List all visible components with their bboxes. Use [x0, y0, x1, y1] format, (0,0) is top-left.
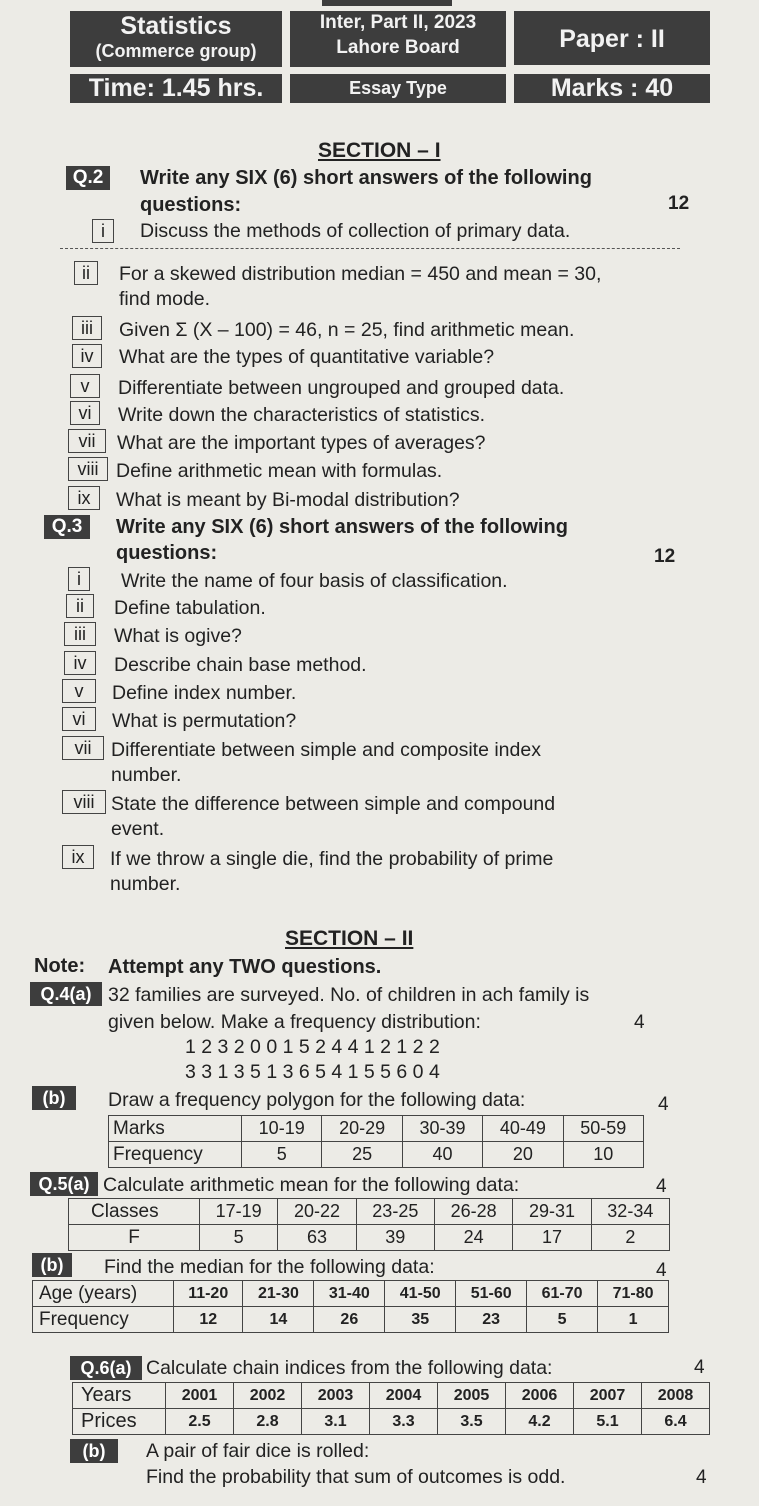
q4b-text: Draw a frequency polygon for the following data:: [108, 1089, 526, 1111]
table-cell: 26-28: [434, 1199, 512, 1225]
table-cell: 23: [456, 1307, 527, 1333]
q4a-data-row-1: 1 2 3 2 0 0 1 5 2 4 4 1 2 1 2 2: [185, 1036, 440, 1058]
q2-item-number: iv: [72, 344, 102, 368]
table-cell: 51-60: [456, 1281, 527, 1307]
cut-divider: [60, 248, 680, 249]
q2-item-text: For a skewed distribution median = 450 and mean = 30,: [119, 263, 602, 285]
table-row: [33, 1281, 669, 1307]
q3-item-number: i: [68, 567, 90, 591]
q5a-label: Q.5(a): [30, 1172, 98, 1196]
q3-label: Q.3: [44, 515, 90, 539]
q5b-data-table: [32, 1280, 669, 1333]
table-cell: 63: [278, 1225, 356, 1251]
table-cell: 2006: [506, 1383, 574, 1409]
q3-item-number: ii: [66, 594, 94, 618]
table-row: [33, 1307, 669, 1333]
table-cell: 5: [527, 1307, 598, 1333]
total-marks: Marks : 40: [550, 74, 674, 102]
q4a-data-row-2: 3 3 1 3 5 1 3 6 5 4 1 5 5 6 0 4: [185, 1061, 440, 1083]
table-cell: 40: [402, 1142, 482, 1168]
table-cell: 5: [242, 1142, 322, 1168]
subject-title: Statistics: [120, 12, 232, 40]
paper-box: [514, 11, 710, 65]
table-cell: 30-39: [402, 1116, 482, 1142]
q2-item-text: What is meant by Bi-modal distribution?: [116, 489, 460, 511]
q6b-text-cont: Find the probability that sum of outcomes is odd.: [146, 1466, 566, 1488]
q6a-data-table: [72, 1382, 710, 1435]
q3-instruction-line2: questions:: [116, 542, 218, 564]
paper-number: Paper : II: [559, 25, 665, 53]
table-cell: 31-40: [314, 1281, 385, 1307]
table-cell: 40-49: [483, 1116, 563, 1142]
table-cell: 2008: [642, 1383, 710, 1409]
table-cell: 2003: [302, 1383, 370, 1409]
q4a-text: 32 families are surveyed. No. of children in ach family is: [108, 984, 590, 1006]
q6a-label: Q.6(a): [70, 1356, 142, 1380]
q2-item-number: v: [70, 374, 100, 398]
table-cell: 12: [174, 1307, 243, 1333]
table-cell: 26: [314, 1307, 385, 1333]
q2-item-text: Differentiate between ungrouped and grouped data.: [118, 377, 565, 399]
table-cell: 61-70: [527, 1281, 598, 1307]
q4b-marks: 4: [658, 1094, 669, 1115]
board-line1: Inter, Part II, 2023: [319, 12, 477, 33]
q5b-label: (b): [32, 1253, 72, 1277]
table-cell: 3.1: [302, 1409, 370, 1435]
table-cell: 10: [563, 1142, 643, 1168]
q3-item-text: Define index number.: [112, 682, 297, 704]
q2-instruction-line2: questions:: [140, 194, 242, 216]
subject-group: (Commerce group): [95, 41, 257, 62]
time-box: [70, 74, 282, 103]
section-2-title: SECTION – II: [285, 927, 414, 950]
table-header-cell: Age (years): [33, 1281, 174, 1307]
q2-item-text-cont: find mode.: [119, 288, 211, 310]
table-header-cell: Marks: [109, 1116, 242, 1142]
table-row: [73, 1409, 710, 1435]
q6a-marks: 4: [694, 1357, 705, 1378]
table-cell: 2007: [574, 1383, 642, 1409]
q2-item-text: Define arithmetic mean with formulas.: [116, 460, 443, 482]
q2-marks: 12: [668, 193, 690, 214]
q2-item-text: What are the types of quantitative variable?: [119, 346, 495, 368]
table-cell: 5.1: [574, 1409, 642, 1435]
q4b-label: (b): [32, 1086, 76, 1110]
table-cell: 4.2: [506, 1409, 574, 1435]
q2-item-number: ii: [74, 261, 98, 285]
q3-item-number: vi: [62, 707, 96, 731]
q4a-text-cont: given below. Make a frequency distribution:: [108, 1011, 481, 1033]
q6b-label: (b): [70, 1439, 118, 1463]
table-cell: 39: [356, 1225, 434, 1251]
table-cell: 32-34: [591, 1199, 669, 1225]
q3-item-number: vii: [62, 736, 104, 760]
table-cell: 50-59: [563, 1116, 643, 1142]
note-label: Note:: [34, 955, 86, 977]
table-cell: 2.5: [166, 1409, 234, 1435]
table-row: [73, 1383, 710, 1409]
table-cell: 23-25: [356, 1199, 434, 1225]
q2-item-text: Discuss the methods of collection of primary data.: [140, 220, 571, 242]
q2-instruction-line1: Write any SIX (6) short answers of the following: [140, 167, 592, 189]
table-cell: 29-31: [513, 1199, 591, 1225]
q2-item-number: iii: [72, 316, 102, 340]
table-cell: 10-19: [242, 1116, 322, 1142]
q3-item-text-cont: number.: [110, 873, 181, 895]
subject-box: [70, 11, 282, 67]
q6b-marks: 4: [696, 1467, 707, 1488]
q6b-text: A pair of fair dice is rolled:: [146, 1440, 370, 1462]
q3-item-text: What is ogive?: [114, 625, 242, 647]
table-header-cell: F: [69, 1225, 200, 1251]
table-cell: 5: [200, 1225, 278, 1251]
q3-instruction-line1: Write any SIX (6) short answers of the following: [116, 516, 568, 538]
q6a-text: Calculate chain indices from the following data:: [146, 1357, 553, 1379]
table-cell: 2002: [234, 1383, 302, 1409]
q3-item-text: Write the name of four basis of classification.: [121, 570, 508, 592]
paper-type: Essay Type: [349, 78, 447, 98]
q3-item-text: Define tabulation.: [114, 597, 266, 619]
table-cell: 20-22: [278, 1199, 356, 1225]
table-cell: 2.8: [234, 1409, 302, 1435]
table-header-cell: Years: [73, 1383, 166, 1409]
q2-item-number: vi: [70, 401, 100, 425]
table-cell: 1: [598, 1307, 669, 1333]
table-cell: 17-19: [200, 1199, 278, 1225]
q5b-marks: 4: [656, 1260, 667, 1281]
table-cell: 17: [513, 1225, 591, 1251]
table-cell: 20: [483, 1142, 563, 1168]
table-cell: 14: [243, 1307, 314, 1333]
q3-item-text: State the difference between simple and compound: [111, 793, 556, 815]
section-1-title: SECTION – I: [318, 139, 441, 162]
q5a-marks: 4: [656, 1176, 667, 1197]
table-cell: 6.4: [642, 1409, 710, 1435]
table-header-cell: Frequency: [33, 1307, 174, 1333]
table-cell: 11-20: [174, 1281, 243, 1307]
table-row: [109, 1116, 644, 1142]
q2-item-text: What are the important types of averages?: [117, 432, 486, 454]
q3-marks: 12: [654, 546, 676, 567]
q5b-text: Find the median for the following data:: [104, 1256, 435, 1278]
board-box: [290, 11, 506, 67]
table-cell: 25: [322, 1142, 402, 1168]
time-allowed: Time: 1.45 hrs.: [88, 74, 264, 102]
table-cell: 3.5: [438, 1409, 506, 1435]
table-cell: 2004: [370, 1383, 438, 1409]
top-decor-bar: [322, 0, 452, 6]
q3-item-number: ix: [62, 845, 94, 869]
table-cell: 3.3: [370, 1409, 438, 1435]
q5a-data-table: [68, 1198, 670, 1251]
table-header-cell: Prices: [73, 1409, 166, 1435]
board-line2: Lahore Board: [336, 36, 460, 58]
table-cell: 2: [591, 1225, 669, 1251]
table-cell: 20-29: [322, 1116, 402, 1142]
q3-item-text-cont: event.: [111, 818, 165, 840]
table-header-cell: Classes: [69, 1199, 200, 1225]
q2-item-number: ix: [68, 486, 100, 510]
q2-item-text: Given Σ (X – 100) = 46, n = 25, find arithmetic mean.: [119, 319, 575, 341]
table-cell: 2001: [166, 1383, 234, 1409]
note-text: Attempt any TWO questions.: [108, 956, 382, 978]
type-box: [290, 74, 506, 103]
q3-item-text-cont: number.: [111, 764, 182, 786]
q2-item-number: i: [92, 219, 114, 243]
q3-item-text: Describe chain base method.: [114, 654, 367, 676]
q3-item-number: iii: [64, 622, 96, 646]
table-cell: 41-50: [385, 1281, 456, 1307]
table-row: [109, 1142, 644, 1168]
q2-item-text: Write down the characteristics of statistics.: [118, 404, 486, 426]
q4a-marks: 4: [634, 1012, 645, 1033]
q3-item-text: Differentiate between simple and composite index: [111, 739, 541, 761]
q2-item-number: vii: [68, 429, 106, 453]
table-header-cell: Frequency: [109, 1142, 242, 1168]
table-cell: 21-30: [243, 1281, 314, 1307]
q3-item-number: viii: [62, 790, 106, 814]
q3-item-number: v: [62, 679, 96, 703]
table-row: [69, 1225, 670, 1251]
table-cell: 35: [385, 1307, 456, 1333]
q2-item-number: viii: [68, 457, 108, 481]
table-cell: 2005: [438, 1383, 506, 1409]
q3-item-text: What is permutation?: [112, 710, 297, 732]
q5a-text: Calculate arithmetic mean for the following data:: [103, 1174, 520, 1196]
q2-label: Q.2: [66, 166, 110, 190]
q3-item-text: If we throw a single die, find the probability of prime: [110, 848, 554, 870]
marks-box: [514, 74, 710, 103]
table-cell: 71-80: [598, 1281, 669, 1307]
table-cell: 24: [434, 1225, 512, 1251]
q4a-label: Q.4(a): [30, 982, 102, 1006]
q4b-data-table: [108, 1115, 644, 1168]
table-row: [69, 1199, 670, 1225]
q3-item-number: iv: [64, 651, 96, 675]
